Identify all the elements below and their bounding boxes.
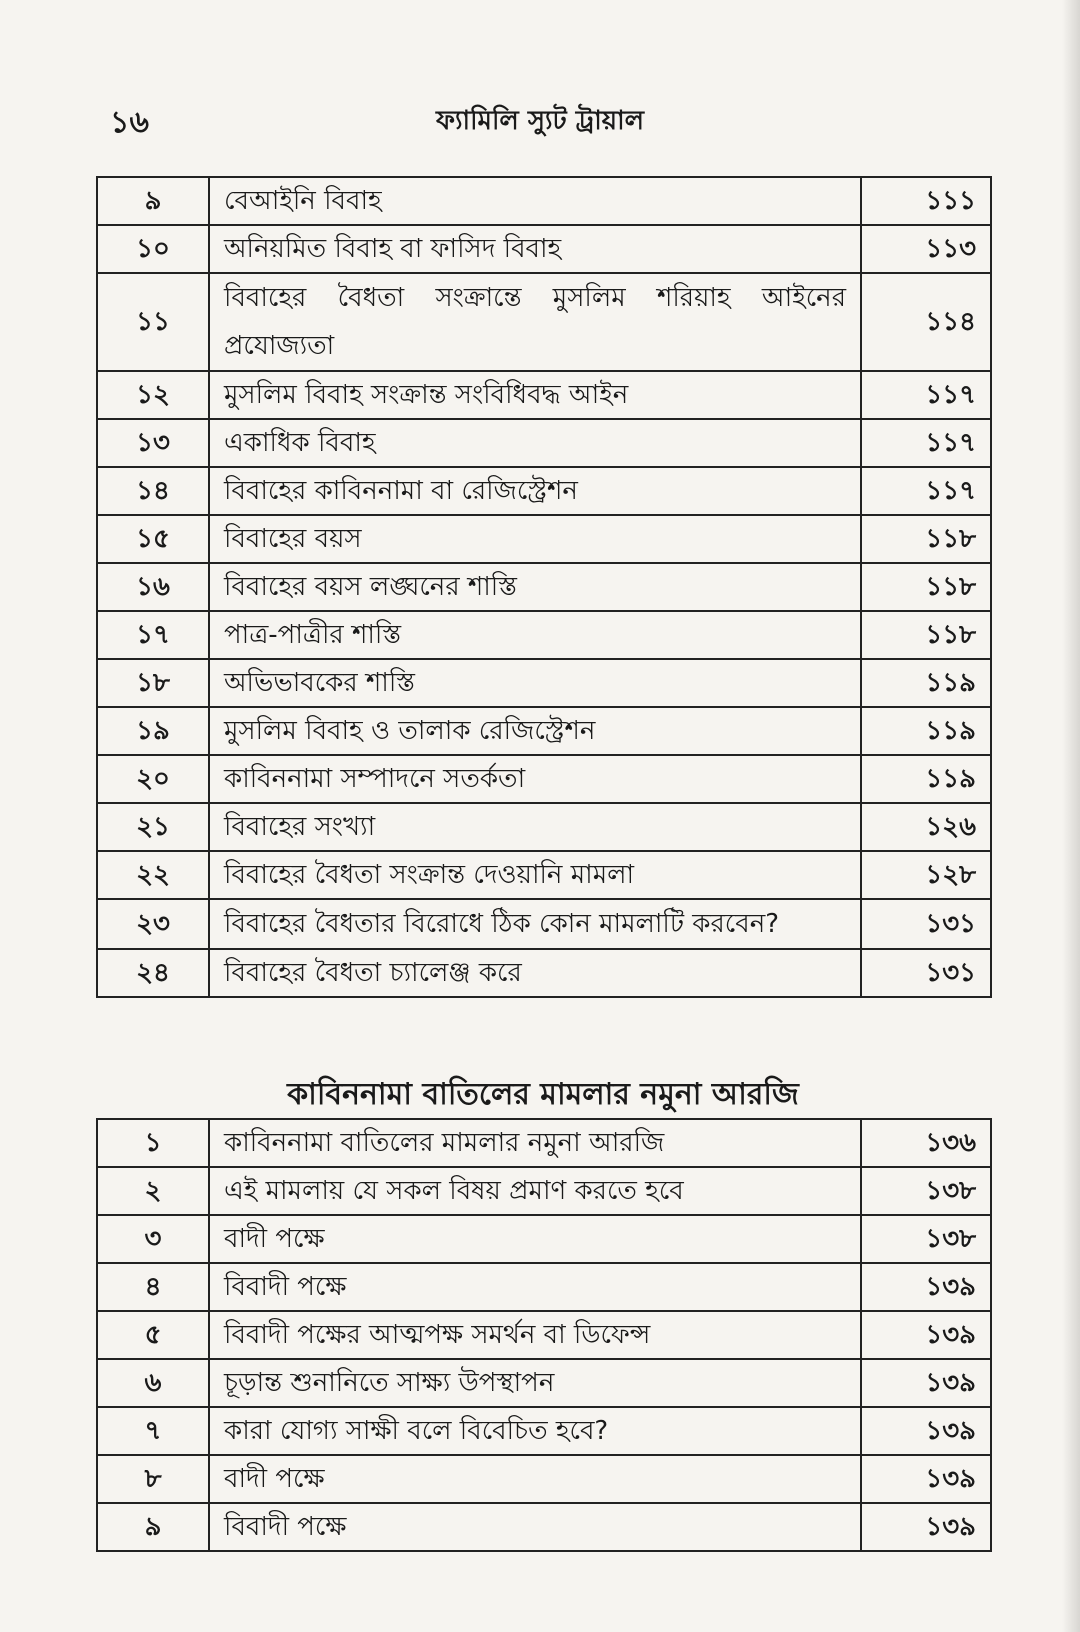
entry-number: ১৩ — [97, 419, 209, 467]
entry-topic: চূড়ান্ত শুনানিতে সাক্ষ্য উপস্থাপন — [209, 1359, 861, 1407]
entry-number: ২২ — [97, 851, 209, 899]
table-row — [97, 949, 991, 997]
entry-page: ১১৪ — [861, 273, 991, 371]
page-number: ১৬ — [110, 105, 149, 140]
entry-page: ১৩১ — [861, 949, 991, 997]
entry-topic: পাত্র-পাত্রীর শাস্তি — [209, 611, 861, 659]
entry-number: ২০ — [97, 755, 209, 803]
entry-page: ১১৯ — [861, 707, 991, 755]
table-row — [97, 1359, 991, 1407]
table-row — [97, 467, 991, 515]
entry-number: ৩ — [97, 1215, 209, 1263]
entry-number: ৬ — [97, 1359, 209, 1407]
table-row — [97, 273, 991, 371]
entry-number: ১৪ — [97, 467, 209, 515]
entry-topic: বিবাহের বয়স — [209, 515, 861, 563]
entry-page: ১১১ — [861, 177, 991, 225]
entry-topic: বিবাদী পক্ষের আত্মপক্ষ সমর্থন বা ডিফেন্স — [209, 1311, 861, 1359]
table-row — [97, 1455, 991, 1503]
table-row — [97, 515, 991, 563]
entry-topic: বিবাহের সংখ্যা — [209, 803, 861, 851]
entry-number: ১ — [97, 1119, 209, 1167]
table-row — [97, 1119, 991, 1167]
section-heading: কাবিননামা বাতিলের মামলার নমুনা আরজি — [287, 1077, 799, 1112]
entry-topic: একাধিক বিবাহ — [209, 419, 861, 467]
entry-topic: বিবাহের বৈধতার বিরোধে ঠিক কোন মামলাটি করবেন? — [209, 899, 861, 949]
table-row — [97, 1311, 991, 1359]
entry-topic: কারা যোগ্য সাক্ষী বলে বিবেচিত হবে? — [209, 1407, 861, 1455]
entry-topic: মুসলিম বিবাহ ও তালাক রেজিস্ট্রেশন — [209, 707, 861, 755]
entry-topic: কাবিননামা সম্পাদনে সতর্কতা — [209, 755, 861, 803]
entry-number: ১১ — [97, 273, 209, 371]
entry-page: ১৩৯ — [861, 1311, 991, 1359]
entry-topic: বিবাহের বৈধতা সংক্রান্ত দেওয়ানি মামলা — [209, 851, 861, 899]
entry-number: ২৩ — [97, 899, 209, 949]
entry-topic: বিবাদী পক্ষে — [209, 1503, 861, 1551]
page-edge-shadow — [1062, 0, 1080, 1632]
entry-page: ১৩৯ — [861, 1263, 991, 1311]
table-row — [97, 1167, 991, 1215]
entry-topic: কাবিননামা বাতিলের মামলার নমুনা আরজি — [209, 1119, 861, 1167]
table-row — [97, 659, 991, 707]
entry-number: ৪ — [97, 1263, 209, 1311]
table-row — [97, 419, 991, 467]
entry-page: ১১৭ — [861, 371, 991, 419]
entry-page: ১১৭ — [861, 467, 991, 515]
entry-page: ১৩৮ — [861, 1215, 991, 1263]
entry-number: ১৮ — [97, 659, 209, 707]
entry-topic: বিবাহের বৈধতা সংক্রান্তে মুসলিম শরিয়াহ আইনের প্রযোজ্যতা — [209, 273, 861, 371]
entry-page: ১১৯ — [861, 755, 991, 803]
entry-number: ১৫ — [97, 515, 209, 563]
table-row — [97, 225, 991, 273]
entry-topic: বাদী পক্ষে — [209, 1455, 861, 1503]
entry-topic: মুসলিম বিবাহ সংক্রান্ত সংবিধিবদ্ধ আইন — [209, 371, 861, 419]
table-row — [97, 707, 991, 755]
entry-topic: বাদী পক্ষে — [209, 1215, 861, 1263]
entry-topic: বিবাহের বৈধতা চ্যালেঞ্জ করে — [209, 949, 861, 997]
entry-number: ৮ — [97, 1455, 209, 1503]
table-row — [97, 177, 991, 225]
table-row — [97, 803, 991, 851]
running-title: ফ্যামিলি স্যুট ট্রায়াল — [436, 106, 644, 136]
entry-page: ১১৯ — [861, 659, 991, 707]
entry-topic: অনিয়মিত বিবাহ বা ফাসিদ বিবাহ — [209, 225, 861, 273]
entry-page: ১৩৯ — [861, 1407, 991, 1455]
entry-topic: বেআইনি বিবাহ — [209, 177, 861, 225]
table-row — [97, 1215, 991, 1263]
table-row — [97, 563, 991, 611]
entry-page: ১৩৬ — [861, 1119, 991, 1167]
table-row — [97, 371, 991, 419]
entry-number: ৯ — [97, 1503, 209, 1551]
entry-number: ১০ — [97, 225, 209, 273]
entry-page: ১৩৯ — [861, 1503, 991, 1551]
page-header — [110, 98, 970, 142]
entry-page: ১১৩ — [861, 225, 991, 273]
contents-table-2 — [96, 1118, 992, 1552]
entry-topic: বিবাহের বয়স লঙ্ঘনের শাস্তি — [209, 563, 861, 611]
entry-number: ১৭ — [97, 611, 209, 659]
entry-page: ১৩৯ — [861, 1359, 991, 1407]
entry-page: ১১৮ — [861, 515, 991, 563]
table-row — [97, 1407, 991, 1455]
contents-table-1 — [96, 176, 992, 998]
entry-page: ১২৬ — [861, 803, 991, 851]
entry-topic: অভিভাবকের শাস্তি — [209, 659, 861, 707]
entry-number: ১৬ — [97, 563, 209, 611]
entry-page: ১৩৮ — [861, 1167, 991, 1215]
entry-topic: বিবাদী পক্ষে — [209, 1263, 861, 1311]
table-row — [97, 851, 991, 899]
table-row — [97, 899, 991, 949]
table-row — [97, 611, 991, 659]
entry-number: ২১ — [97, 803, 209, 851]
entry-page: ১৩১ — [861, 899, 991, 949]
entry-page: ১১৮ — [861, 563, 991, 611]
table-row — [97, 1503, 991, 1551]
entry-number: ৭ — [97, 1407, 209, 1455]
entry-number: ১৯ — [97, 707, 209, 755]
table-row — [97, 755, 991, 803]
entry-number: ৫ — [97, 1311, 209, 1359]
table-row — [97, 1263, 991, 1311]
entry-page: ১২৮ — [861, 851, 991, 899]
entry-topic: এই মামলায় যে সকল বিষয় প্রমাণ করতে হবে — [209, 1167, 861, 1215]
entry-number: ১২ — [97, 371, 209, 419]
entry-number: ৯ — [97, 177, 209, 225]
entry-page: ১১৮ — [861, 611, 991, 659]
entry-page: ১৩৯ — [861, 1455, 991, 1503]
entry-number: ২ — [97, 1167, 209, 1215]
entry-number: ২৪ — [97, 949, 209, 997]
entry-topic: বিবাহের কাবিননামা বা রেজিস্ট্রেশন — [209, 467, 861, 515]
entry-page: ১১৭ — [861, 419, 991, 467]
